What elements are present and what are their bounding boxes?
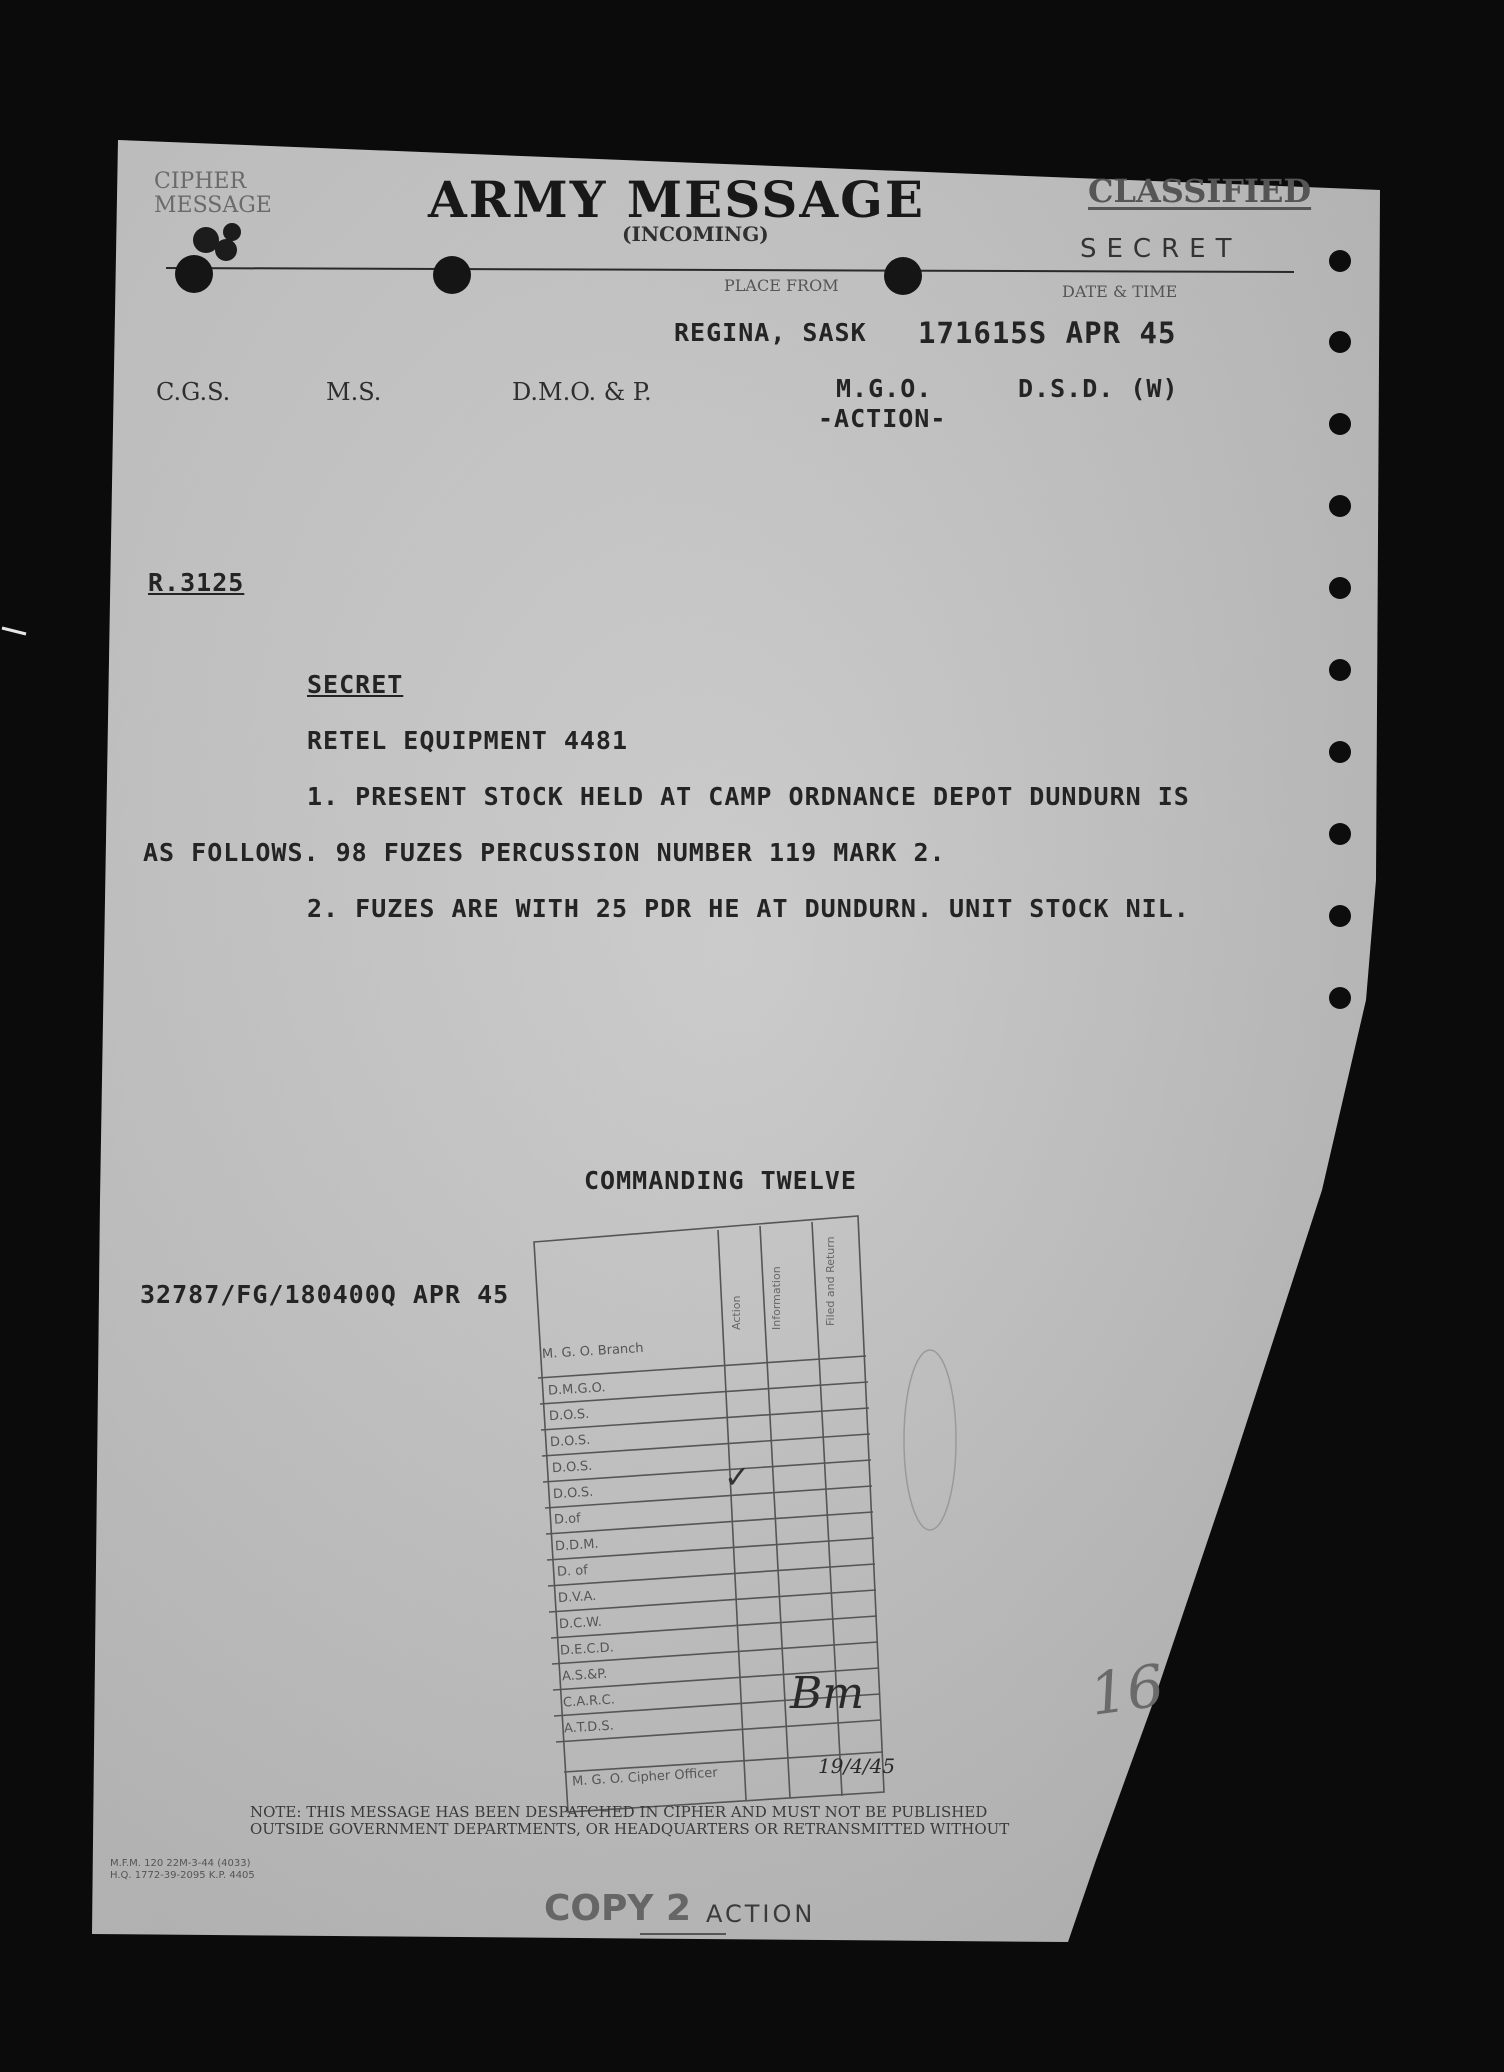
- stamp-row: D. of: [556, 1563, 589, 1580]
- check-mark: ✓: [726, 1456, 748, 1497]
- retel-line: RETEL EQUIPMENT 4481: [307, 726, 629, 755]
- date-time-label: DATE & TIME: [1062, 282, 1178, 301]
- stamp-col-filed: Filed and Return: [824, 1236, 837, 1326]
- addressee-cgs: C.G.S.: [156, 378, 231, 406]
- stamp-row: D.E.C.D.: [559, 1640, 615, 1659]
- stamp-row: C.A.R.C.: [562, 1692, 616, 1711]
- classification-value: SECRET: [1080, 234, 1242, 264]
- paragraph-1-line-2: AS FOLLOWS. 98 FUZES PERCUSSION NUMBER 119 MARK 2.: [143, 838, 946, 867]
- copy-number: COPY 2: [544, 1888, 692, 1929]
- message-reference: R.3125: [148, 568, 245, 597]
- handwritten-initials: Bm: [790, 1668, 865, 1719]
- place-from-value: REGINA, SASK: [674, 318, 867, 347]
- binder-hole: [175, 255, 213, 293]
- stamp-col-action: Action: [730, 1295, 743, 1330]
- cipher-message-label: CIPHER MESSAGE: [154, 169, 272, 218]
- handwritten-date: 19/4/45: [818, 1754, 896, 1778]
- form-code: M.F.M. 120 22M-3-44 (4033) H.Q. 1772-39-2095 K.P. 4405: [110, 1858, 255, 1881]
- paragraph-2: 2. FUZES ARE WITH 25 PDR HE AT DUNDURN. UNIT STOCK NIL.: [307, 894, 1190, 923]
- stamp-row: D.M.G.O.: [547, 1380, 606, 1399]
- message-classification: SECRET: [307, 670, 404, 699]
- file-reference: 32787/FG/180400Q APR 45: [140, 1280, 510, 1309]
- margin-note: 16: [1085, 1651, 1169, 1729]
- addressee-ms: M.S.: [326, 378, 382, 406]
- form-title: ARMY MESSAGE: [428, 170, 925, 229]
- addressee-dmop: D.M.O. & P.: [512, 378, 652, 406]
- addressee-mgo: M.G.O.: [836, 374, 933, 403]
- classified-label: CLASSIFIED: [1088, 172, 1312, 210]
- stamp-row: D.V.A.: [557, 1588, 597, 1607]
- copy-action: ACTION: [706, 1900, 816, 1928]
- date-time-value: 171615S APR 45: [918, 316, 1177, 350]
- form-subtitle: (INCOMING): [622, 222, 769, 246]
- stamp-row: D.O.S.: [551, 1458, 593, 1477]
- stamp-row: D.of: [553, 1511, 582, 1528]
- stamp-row: A.S.&P.: [561, 1666, 608, 1685]
- stamp-row: D.C.W.: [558, 1614, 603, 1633]
- place-from-label: PLACE FROM: [724, 276, 839, 295]
- binder-hole: [884, 257, 922, 295]
- stamp-title: M. G. O. Branch: [541, 1340, 645, 1363]
- stamp-row: D.O.S.: [552, 1484, 594, 1503]
- action-marker: -ACTION-: [818, 404, 947, 433]
- stamp-row: D.D.M.: [554, 1536, 600, 1555]
- addressee-dsd: D.S.D. (W): [1018, 374, 1179, 403]
- binder-hole: [433, 256, 471, 294]
- stamp-row: D.O.S.: [548, 1406, 590, 1425]
- stamp-col-information: Information: [770, 1266, 783, 1330]
- paragraph-1-line-1: 1. PRESENT STOCK HELD AT CAMP ORDNANCE DEPOT DUNDURN IS: [307, 782, 1190, 811]
- stamp-row: A.T.D.S.: [563, 1718, 615, 1737]
- signature-block: COMMANDING TWELVE: [584, 1166, 857, 1195]
- dispatch-note: NOTE: THIS MESSAGE HAS BEEN DESPATCHED IN CIPHER AND MUST NOT BE PUBLISHED OUTSIDE GOVERNMENT DEPARTMENTS, OR HEADQUARTERS OR RETRANSMITTED WITHOUT: [250, 1803, 1010, 1838]
- stamp-row: D.O.S.: [549, 1432, 591, 1451]
- stamp-footer: M. G. O. Cipher Officer: [571, 1765, 719, 1790]
